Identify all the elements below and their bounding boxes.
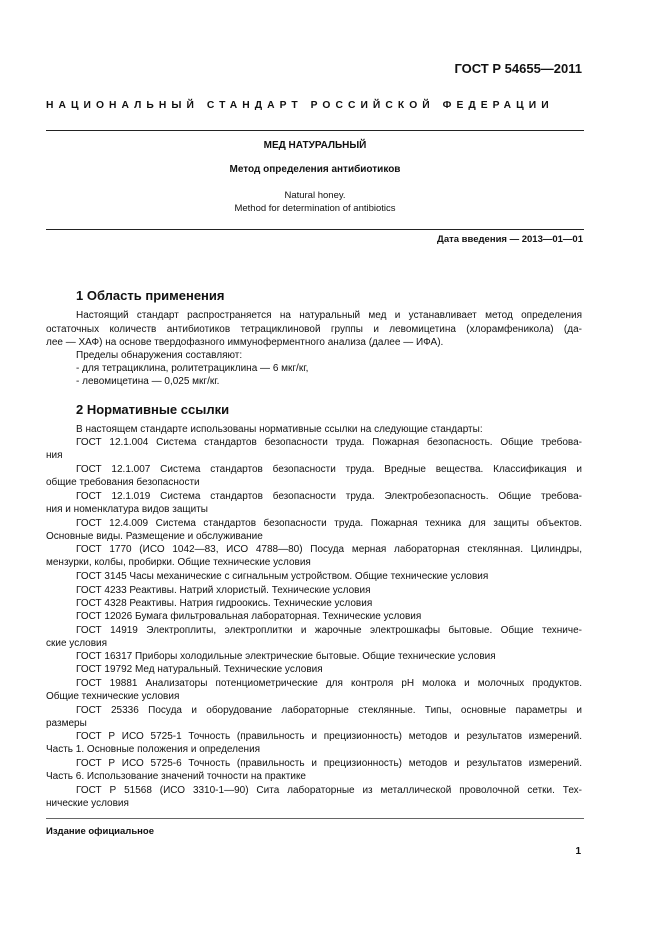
reference-line: ГОСТ 12.1.019 Система стандартов безопасности труда. Электробезопасность. Общие требова-	[76, 491, 582, 502]
reference-line: ские условия	[46, 638, 108, 649]
reference-line: ГОСТ 14919 Электроплиты, электроплитки и жарочные электрошкафы бытовые. Общие техниче-	[76, 625, 582, 636]
section-2-heading: 2 Нормативные ссылки	[76, 402, 230, 417]
reference-line: ГОСТ 1770 (ИСО 1042—83, ИСО 4788—80) Посуда мерная лабораторная стеклянная. Цилиндры,	[76, 544, 582, 555]
introduction-date: Дата введения — 2013—01—01	[437, 234, 583, 245]
reference-line: общие требования безопасности	[46, 477, 200, 488]
reference-line: В настоящем стандарте использованы нормативные ссылки на следующие стандарты:	[76, 424, 483, 435]
document-subtitle: Метод определения антибиотиков	[229, 164, 401, 175]
top-divider	[46, 130, 584, 131]
reference-line: ГОСТ 12026 Бумага фильтровальная лабораторная. Технические условия	[76, 611, 422, 622]
reference-line: нические условия	[46, 798, 129, 809]
section-1-line: - для тетрациклина, ролитетрациклина — 6 мкг/кг,	[76, 363, 309, 374]
standard-id: ГОСТ Р 54655—2011	[454, 61, 582, 76]
reference-line: ГОСТ 25336 Посуда и оборудование лабораторные стеклянные. Типы, основные параметры и	[76, 705, 582, 716]
edition-label: Издание официальное	[46, 826, 154, 837]
reference-line: Часть 6. Использование значений точности на практике	[46, 771, 306, 782]
title-divider	[46, 229, 584, 230]
reference-line: размеры	[46, 718, 87, 729]
reference-line: ГОСТ 12.4.009 Система стандартов безопасности труда. Пожарная техника для защиты объектов.	[76, 518, 582, 529]
english-subtitle: Method for determination of antibiotics	[234, 203, 396, 214]
reference-line: Основные виды. Размещение и обслуживание	[46, 531, 263, 542]
reference-line: ГОСТ 4233 Реактивы. Натрий хлористый. Технические условия	[76, 585, 371, 596]
reference-line: ния	[46, 450, 63, 461]
reference-line: ГОСТ 19881 Анализаторы потенциометрические для контроля pH молока и молочных продуктов.	[76, 678, 582, 689]
section-1-line: остаточных количеств антибиотиков тетрациклиновой группы и левомицетина (хлорамфеникола) (да-	[46, 324, 582, 335]
reference-line: ГОСТ 16317 Приборы холодильные электрические бытовые. Общие технические условия	[76, 651, 496, 662]
section-1-line: лее — ХАФ) на основе твердофазного иммуноферментного анализа (далее — ИФА).	[46, 337, 444, 348]
reference-line: ГОСТ 3145 Часы механические с сигнальным устройством. Общие технические условия	[76, 571, 489, 582]
english-title: Natural honey.	[284, 190, 346, 201]
page-number: 1	[575, 846, 581, 857]
section-1-line: - левомицетина — 0,025 мкг/кг.	[76, 376, 220, 387]
reference-line: ГОСТ Р ИСО 5725-6 Точность (правильность и прецизионность) методов и результатов измерений.	[76, 758, 582, 769]
reference-line: ГОСТ Р ИСО 5725-1 Точность (правильность и прецизионность) методов и результатов измерений.	[76, 731, 582, 742]
section-1-line: Пределы обнаружения составляют:	[76, 350, 243, 361]
reference-line: ния и номенклатура видов защиты	[46, 504, 208, 515]
national-standard-banner: НАЦИОНАЛЬНЫЙ СТАНДАРТ РОССИЙСКОЙ ФЕДЕРАЦИИ	[46, 100, 554, 111]
reference-line: ГОСТ 19792 Мед натуральный. Технические условия	[76, 664, 323, 675]
reference-line: Часть 1. Основные положения и определения	[46, 744, 261, 755]
document-title: МЕД НАТУРАЛЬНЫЙ	[263, 140, 367, 151]
reference-line: мензурки, колбы, пробирки. Общие технические условия	[46, 557, 311, 568]
section-1-heading: 1 Область применения	[76, 288, 225, 303]
section-1-line: Настоящий стандарт распространяется на натуральный мед и устанавливает метод определения	[76, 310, 582, 321]
reference-line: ГОСТ 12.1.007 Система стандартов безопасности труда. Вредные вещества. Классификация и	[76, 464, 582, 475]
reference-line: Общие технические условия	[46, 691, 180, 702]
footer-divider	[46, 818, 584, 819]
reference-line: ГОСТ 12.1.004 Система стандартов безопасности труда. Пожарная безопасность. Общие требова-	[76, 437, 582, 448]
reference-line: ГОСТ Р 51568 (ИСО 3310-1—90) Сита лабораторные из металлической проволочной сетки. Тех-	[76, 785, 582, 796]
reference-line: ГОСТ 4328 Реактивы. Натрия гидроокись. Технические условия	[76, 598, 373, 609]
